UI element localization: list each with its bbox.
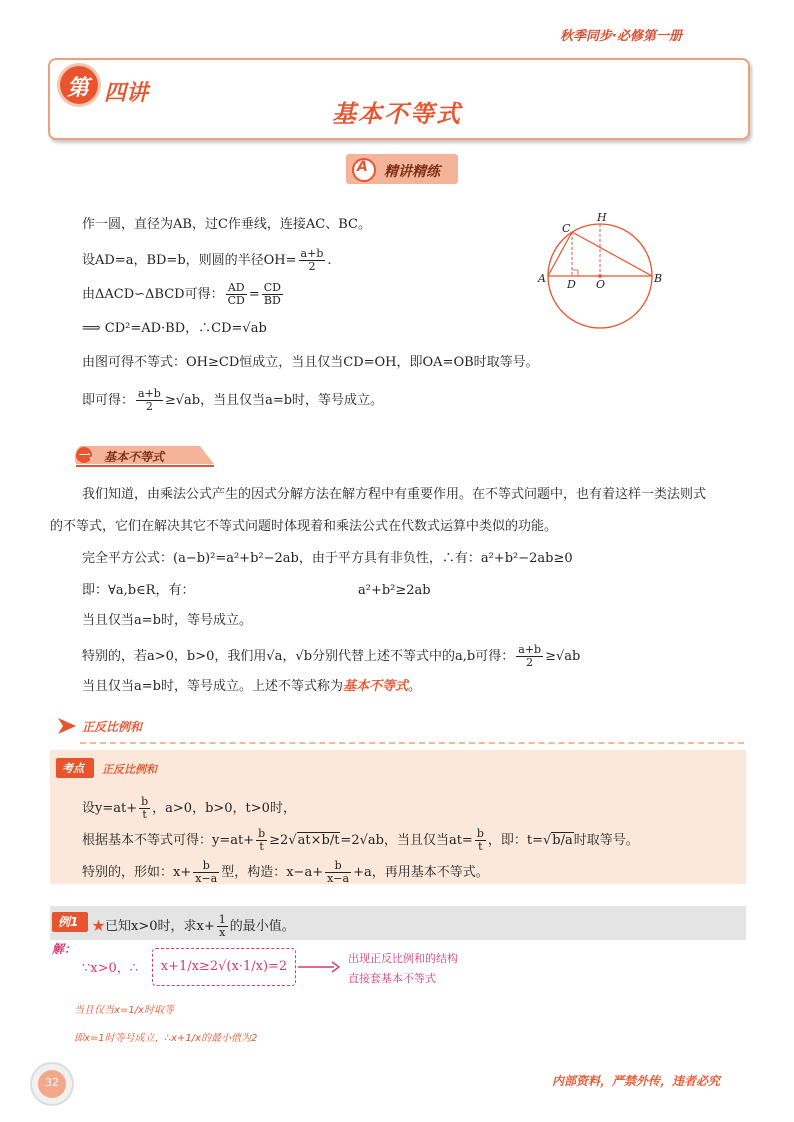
k2-b: ≥2 bbox=[269, 833, 289, 848]
k3-den-2: x−a bbox=[327, 872, 350, 885]
chord-ac bbox=[548, 232, 572, 276]
q-b: 的最小值。 bbox=[229, 919, 295, 934]
k3-den-1: x−a bbox=[195, 872, 218, 885]
proof-line-2-text: 设AD=a，BD=b，则圆的半径OH= bbox=[82, 253, 297, 268]
result-den: 2 bbox=[145, 400, 153, 413]
special-num: a+b bbox=[518, 643, 542, 656]
k2-num-1: b bbox=[258, 827, 266, 840]
label-h: H bbox=[597, 211, 607, 224]
star-icon: ★ bbox=[92, 919, 106, 934]
section-badge-label: 精讲精练 bbox=[384, 164, 440, 180]
proof-line-2 bbox=[82, 248, 332, 273]
q-num: 1 bbox=[218, 913, 226, 926]
label-o: O bbox=[596, 278, 606, 291]
k1-num: b bbox=[141, 795, 149, 808]
special-text: 特别的，若a>0，b>0，我们用√a，√b分别代替上述不等式中的a,b可得： bbox=[82, 649, 515, 664]
eq-condition: 当且仅当a=b时，等号成立。 bbox=[82, 613, 252, 628]
kaodian-line-1 bbox=[82, 796, 296, 821]
page-number: 32 bbox=[45, 1076, 59, 1089]
series-title: 秋季同步·必修第一册 bbox=[560, 29, 682, 44]
solution-boxed: x+1/x≥2√(x·1/x)=2 bbox=[152, 948, 296, 986]
page-title: 基本不等式 bbox=[332, 100, 462, 128]
q-a: 已知x>0时，求x+ bbox=[105, 919, 215, 934]
kaodian-title: 正反比例和 bbox=[102, 763, 157, 776]
k2-e: 时取等号。 bbox=[573, 833, 639, 848]
note-2: 直接套基本不等式 bbox=[348, 972, 436, 985]
proof-line-6-text: 即可得： bbox=[82, 393, 135, 408]
k2-radicand-2: b/a bbox=[552, 833, 573, 848]
ratio-left bbox=[226, 282, 247, 307]
proof-line-5: 由图可得不等式：OH≥CD恒成立，当且仅当CD=OH，即OA=OB时取等号。 bbox=[82, 355, 539, 370]
handwritten-2: 即x=1时等号成立，∴x+1/x的最小值为2 bbox=[74, 1033, 258, 1044]
radius-fraction bbox=[299, 248, 326, 273]
section-badge-letter: A bbox=[357, 159, 368, 175]
k2-fraction-2 bbox=[475, 828, 486, 853]
arrow-to-note bbox=[298, 960, 340, 974]
k2-sqrt-sign: √ bbox=[288, 833, 297, 848]
special-den: 2 bbox=[526, 656, 534, 669]
subsection-divider bbox=[80, 742, 744, 744]
k2-radicand: at×b/t bbox=[297, 833, 340, 848]
handwritten-1: 当且仅当x=1/x时取等 bbox=[74, 1005, 174, 1016]
radius-den: 2 bbox=[308, 260, 316, 273]
label-a: A bbox=[538, 272, 546, 285]
para-1: 我们知道，由乘法公式产生的因式分解方法在解方程中有重要作用。在不等式问题中，也有着这样一类法则式 bbox=[82, 487, 707, 502]
label-d: D bbox=[567, 278, 576, 291]
footer-notice: 内部资料，严禁外传，违者必究 bbox=[552, 1074, 721, 1088]
special-tail: ≥√ab bbox=[545, 649, 581, 664]
k1-den: t bbox=[142, 808, 147, 821]
example-tag-label: 例1 bbox=[58, 915, 79, 929]
result-fraction bbox=[136, 388, 163, 413]
proof-line-3-text: 由ΔACD∽ΔBCD可得： bbox=[82, 287, 224, 302]
right-angle-mark bbox=[572, 270, 578, 276]
ratio-right-den: BD bbox=[263, 294, 281, 307]
q-den: x bbox=[219, 926, 226, 939]
label-b: B bbox=[654, 272, 663, 285]
special-line bbox=[82, 644, 580, 669]
section-tag-number: 一、 bbox=[78, 449, 100, 462]
kaodian-line-3 bbox=[82, 860, 489, 885]
special-fraction bbox=[516, 644, 543, 669]
k2-a: 根据基本不等式可得：y=at+ bbox=[82, 833, 255, 848]
k2-num-2: b bbox=[476, 827, 484, 840]
named-term: 基本不等式 bbox=[342, 679, 408, 694]
note-1: 出现正反比例和的结构 bbox=[348, 952, 458, 965]
k3-c: +a，再用基本不等式。 bbox=[353, 865, 489, 880]
forall-result: a²+b²≥2ab bbox=[358, 583, 431, 598]
k2-sqrt-sign-2: √ bbox=[542, 833, 552, 848]
k2-den-2: t bbox=[478, 840, 483, 853]
proof-line-1: 作一圆，直径为AB，过C作垂线，连接AC、BC。 bbox=[82, 217, 371, 232]
label-c: C bbox=[562, 222, 571, 235]
proof-line-7-text: 当且仅当a=b时，等号成立。 bbox=[213, 393, 384, 408]
result-num: a+b bbox=[138, 387, 161, 400]
arrow-icon bbox=[56, 716, 78, 736]
solution-since: ∵x>0，∴ bbox=[82, 961, 139, 976]
q-fraction bbox=[217, 914, 228, 939]
ratio-right-num: CD bbox=[263, 281, 281, 294]
section-tag-label: 基本不等式 bbox=[104, 450, 165, 464]
radius-tail: . bbox=[327, 253, 332, 268]
kaodian-tag-label: 考点 bbox=[62, 762, 84, 775]
k3-fraction-1 bbox=[193, 860, 219, 885]
radius-num: a+b bbox=[300, 247, 324, 260]
proof-line-3: 由ΔACD∽ΔBCD可得： $\frac{AD}{CD}$ = $\frac{CD}{BD}$ bbox=[82, 281, 281, 307]
ratio-left-den: CD bbox=[227, 294, 245, 307]
chord-cb bbox=[572, 232, 652, 276]
result-tail: ≥√ab， bbox=[164, 393, 214, 408]
named-suffix: 。 bbox=[407, 679, 421, 694]
k3-a: 特别的，形如：x+ bbox=[82, 865, 192, 880]
ratio-right bbox=[262, 282, 283, 307]
k2-d: ，即：t= bbox=[487, 833, 543, 848]
named-prefix: 当且仅当a=b时，等号成立。上述不等式称为 bbox=[82, 679, 343, 694]
ratio-left-num: AD bbox=[226, 282, 247, 295]
k3-fraction-2 bbox=[325, 860, 351, 885]
k2-den-1: t bbox=[259, 840, 264, 853]
k1-b: ，a>0，b>0，t>0时， bbox=[152, 801, 296, 816]
solution-label: 解： bbox=[52, 942, 77, 956]
k3-num-2: b bbox=[325, 860, 351, 873]
k3-num-1: b bbox=[193, 860, 219, 873]
kaodian-line-2 bbox=[82, 828, 639, 853]
lecture-badge-char: 第 bbox=[67, 76, 90, 101]
k1-fraction bbox=[139, 796, 150, 821]
proof-line-4: ⟹ CD²=AD·BD，∴CD=√ab bbox=[82, 321, 267, 336]
proof-line-6 bbox=[82, 388, 383, 413]
named-line bbox=[82, 678, 421, 696]
k2-c: =2√ab，当且仅当at= bbox=[340, 833, 473, 848]
square-formula: 完全平方公式：(a−b)²=a²+b²−2ab，由于平方具有非负性，∴有：a²+b²−2ab≥0 bbox=[82, 551, 573, 566]
subsection-title: 正反比例和 bbox=[82, 720, 143, 734]
k3-b: 型，构造：x−a+ bbox=[221, 865, 324, 880]
para-1b: 的不等式，它们在解决其它不等式问题时体现着和乘法公式在代数式运算中类似的功能。 bbox=[50, 519, 558, 534]
circle-diagram bbox=[532, 204, 668, 334]
example-question bbox=[92, 914, 295, 939]
k2-fraction-1 bbox=[256, 828, 267, 853]
lecture-number: 四讲 bbox=[104, 81, 149, 106]
forall-line: 即：∀a,b∈R，有： bbox=[82, 583, 195, 598]
k1-a: 设y=at+ bbox=[82, 801, 138, 816]
